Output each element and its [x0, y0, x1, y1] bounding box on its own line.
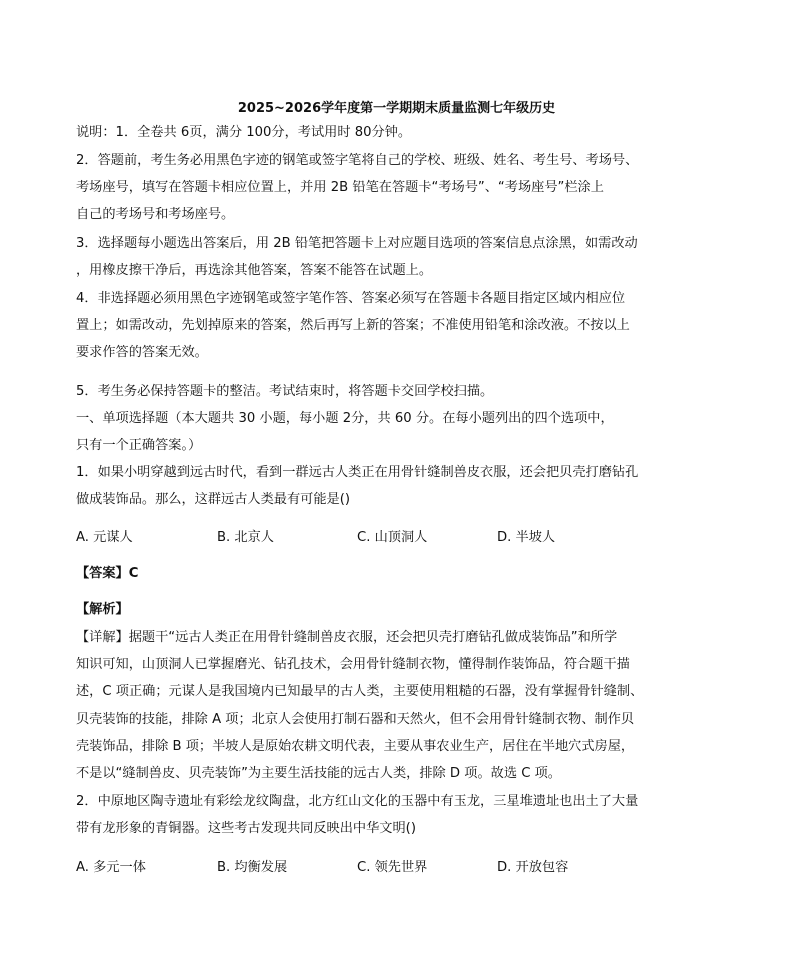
instruction-line: 说明：1．全卷共 6页，满分 100分，考试用时 80分钟。	[76, 125, 412, 140]
instruction-line: 置上；如需改动，先划掉原来的答案，然后再写上新的答案；不准使用铅笔和涂改液。不按以上	[76, 318, 630, 333]
q1-detail-line: 【详解】据题干“远古人类正在用骨针缝制兽皮衣服，还会把贝壳打磨钻孔做成装饰品”和所学	[76, 630, 618, 645]
q1-detail-line: 知识可知，山顶洞人已掌握磨光、钻孔技术，会用骨针缝制衣物，懂得制作装饰品，符合题干描	[76, 657, 630, 672]
question-1-stem: 1．如果小明穿越到远古时代，看到一群远古人类正在用骨针缝制兽皮衣服，还会把贝壳打磨钻孔	[76, 465, 639, 480]
q1-detail-line: 述，C 项正确；元谋人是我国境内已知最早的古人类，主要使用粗糙的石器，没有掌握骨针缝制、	[76, 684, 644, 699]
question-1-stem: 做成装饰品。那么，这群远古人类最有可能是()	[76, 492, 351, 507]
q2-option-a: A. 多元一体	[76, 860, 146, 875]
question-2-stem: 2．中原地区陶寺遗址有彩绘龙纹陶盘，北方红山文化的玉器中有玉龙，三星堆遗址也出土了大量	[76, 794, 639, 809]
q1-option-c: C. 山顶洞人	[357, 530, 428, 545]
q1-detail-line: 壳装饰品，排除 B 项；半坡人是原始农耕文明代表，主要从事农业生产，居住在半地穴式房屋，	[76, 739, 635, 754]
q2-option-c: C. 领先世界	[357, 860, 428, 875]
q2-option-d: D. 开放包容	[497, 860, 569, 875]
answer-value: C	[128, 566, 139, 581]
q1-answer	[76, 566, 138, 582]
question-2-stem: 带有龙形象的青铜器。这些考古发现共同反映出中华文明()	[76, 821, 416, 836]
instruction-line: 考场座号，填写在答题卡相应位置上，并用 2B 铅笔在答题卡“考场号”、“考场座号”栏涂上	[76, 180, 604, 195]
q1-detail-line: 不是以“缝制兽皮、贝壳装饰”为主要生活技能的远古人类，排除 D 项。故选 C 项。	[76, 766, 561, 781]
exam-title: 2025~2026学年度第一学期期末质量监测七年级历史	[237, 101, 556, 116]
instruction-line: 自己的考场号和考场座号。	[76, 207, 235, 222]
instruction-line: 4．非选择题必须用黑色字迹钢笔或签字笔作答、答案必须写在答题卡各题目指定区域内相应位	[76, 291, 626, 306]
q1-detail-line: 贝壳装饰的技能，排除 A 项；北京人会使用打制石器和天然火，但不会用骨针缝制衣物、制作贝	[76, 712, 635, 727]
q1-option-a: A. 元谋人	[76, 530, 133, 545]
section-heading: 一、单项选择题（本大题共 30 小题，每小题 2分，共 60 分。在每小题列出的四个选项中，	[76, 411, 614, 426]
answer-label: 【答案】	[76, 566, 129, 581]
q1-option-b: B. 北京人	[217, 530, 274, 545]
section-heading: 只有一个正确答案。）	[76, 438, 202, 453]
q1-option-d: D. 半坡人	[497, 530, 556, 545]
instruction-line: ，用橡皮擦干净后，再选涂其他答案，答案不能答在试题上。	[76, 263, 433, 278]
q2-option-b: B. 均衡发展	[217, 860, 288, 875]
instruction-line: 5．考生务必保持答题卡的整洁。考试结束时，将答题卡交回学校扫描。	[76, 384, 494, 399]
instruction-line: 2．答题前，考生务必用黑色字迹的钢笔或签字笔将自己的学校、班级、姓名、考生号、考场号、	[76, 153, 639, 168]
instruction-line: 3．选择题每小题选出答案后，用 2B 铅笔把答题卡上对应题目选项的答案信息点涂黑，如需改动	[76, 236, 638, 251]
instruction-line: 要求作答的答案无效。	[76, 345, 208, 360]
q1-analysis-label: 【解析】	[76, 602, 129, 617]
